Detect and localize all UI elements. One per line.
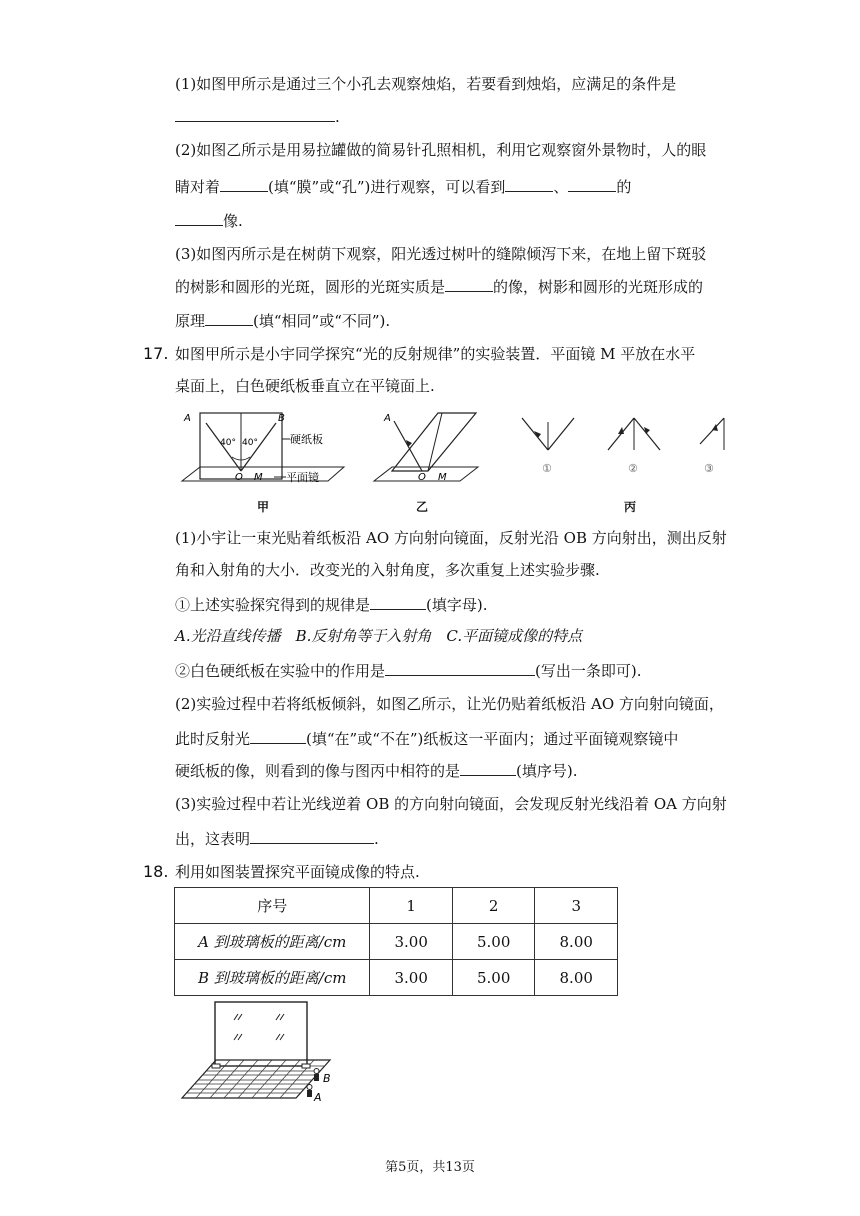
table-row [175, 960, 618, 996]
q16-part3-text-c1: 原理 [175, 312, 206, 330]
label-angle1: 40° [220, 438, 236, 448]
q16-part2-text-b3: 、 [553, 178, 569, 196]
ray [700, 418, 724, 444]
data-table [174, 887, 618, 996]
table-cell: A 到玻璃板的距离/cm [175, 924, 370, 960]
table-header-cell: 3 [535, 888, 618, 924]
q17-s1-options-text: A.光沿直线传播 B.反射角等于入射角 C.平面镜成像的特点 [175, 627, 583, 645]
glass-plate [215, 1002, 307, 1066]
q16-part2-text-a: (2)如图乙所示是用易拉罐做的简易针孔照相机，利用它观察窗外景物时，人的眼 [175, 141, 707, 159]
q16-part3-text-b2: 的像，树影和圆形的光斑形成的 [493, 278, 704, 296]
candle-A [307, 1085, 312, 1098]
answer-blank[interactable] [250, 828, 374, 844]
mirror-plane [374, 467, 478, 481]
q17-s2-text-a: (2)实验过程中若将纸板倾斜，如图乙所示，让光仍贴着纸板沿 AO 方向射向镜面， [175, 695, 724, 713]
q16-part3-text-a: (3)如图丙所示是在树荫下观察，阳光透过树叶的缝隙倾泻下来，在地上留下斑驳 [175, 245, 707, 263]
q16-part2-text-c: 像. [223, 212, 243, 230]
q16-part2-text-b4: 的 [616, 178, 632, 196]
q17-s2-line1 [175, 694, 724, 714]
q17-s2-line3 [175, 760, 578, 781]
caption-yi: 乙 [416, 500, 429, 514]
table-header-cell: 序号 [175, 888, 370, 924]
page-footer: 第5页，共13页 [385, 1160, 475, 1175]
q17-s2-text-c2: (填序号). [516, 762, 578, 780]
question-number-18: 18. [143, 862, 169, 881]
answer-blank[interactable] [205, 310, 253, 326]
answer-blank[interactable] [460, 760, 516, 776]
q16-part3-line2 [175, 276, 703, 297]
q17-s3-line2 [175, 828, 379, 849]
label-A: A [384, 413, 391, 424]
q16-part3-text-b1: 的树影和圆形的光斑，圆形的光斑实质是 [175, 278, 446, 296]
ray-left [522, 418, 548, 450]
caption-jia: 甲 [257, 500, 270, 514]
q16-part3-line3 [175, 310, 390, 331]
q17-s1-line1 [175, 528, 727, 548]
label-card: 硬纸板 [290, 433, 323, 446]
q16-part2-text-b1: 睛对着 [175, 178, 221, 196]
table-cell: 5.00 [452, 924, 535, 960]
label-O: O [418, 472, 426, 483]
q17-s1-q1-text-b: (填字母). [426, 596, 488, 614]
q17-s3-text-b1: 出，这表明 [175, 830, 251, 848]
q16-part2-line1 [175, 140, 706, 160]
table-header-cell: 2 [452, 888, 535, 924]
q16-part1 [175, 74, 676, 94]
candle-B [314, 1069, 319, 1082]
q17-s1-options [175, 626, 582, 646]
q17-s3-text-a: (3)实验过程中若让光线逆着 OB 的方向射向镜面，会发现反射光线沿着 OA 方向射 [175, 795, 727, 813]
q17-s1-q1 [175, 594, 488, 615]
label-angle2: 40° [242, 438, 258, 448]
q18-intro [175, 862, 420, 882]
label-A: A [314, 1091, 322, 1104]
q17-s1-text-b: 角和入射角的大小．改变光的入射角度，多次重复上述实验步骤. [175, 561, 600, 579]
q17-s1-q2-text-a: ②白色硬纸板在实验中的作用是 [175, 662, 386, 680]
q16-part2-line3 [175, 210, 243, 231]
q17-s1-q2 [175, 660, 642, 681]
answer-blank[interactable] [370, 594, 426, 610]
table-row [175, 924, 618, 960]
table-cell: 8.00 [535, 924, 618, 960]
caption-bing: 丙 [624, 500, 637, 514]
table-cell: B 到玻璃板的距离/cm [175, 960, 370, 996]
label-c1: ① [542, 462, 552, 475]
tilted-card-board [392, 413, 476, 471]
q16-part2-text-b2: (填“膜”或“孔”)进行观察，可以看到 [268, 178, 506, 196]
figure-jia [178, 405, 348, 485]
answer-blank[interactable] [175, 106, 335, 122]
answer-blank[interactable] [250, 728, 306, 744]
answer-blank[interactable] [220, 176, 268, 192]
q16-part2-line2 [175, 176, 631, 197]
q16-part3-line1 [175, 244, 706, 264]
label-B: B [323, 1072, 331, 1085]
q17-intro-line2 [175, 376, 435, 396]
q17-s1-q1-text-a: ①上述实验探究得到的规律是 [175, 596, 371, 614]
label-B: B [278, 413, 285, 424]
label-M: M [438, 472, 447, 483]
figure-mirror-setup [178, 998, 358, 1106]
q17-s1-line2 [175, 560, 600, 580]
q16-part1-answer [175, 106, 340, 127]
glass-hatches [234, 1014, 284, 1040]
q17-s1-q2-text-b: (写出一条即可). [535, 662, 642, 680]
label-c2: ② [628, 462, 638, 475]
answer-blank[interactable] [175, 210, 223, 226]
q16-part1-text: (1)如图甲所示是通过三个小孔去观察烛焰，若要看到烛焰，应满足的条件是 [175, 75, 677, 93]
ray-right [634, 418, 660, 450]
option-3-diagram [700, 418, 724, 475]
q16-part3-text-c2: (填“相同”或“不同”). [253, 312, 391, 330]
label-mirror: 平面镜 [286, 471, 319, 484]
q17-intro-text-b: 桌面上，白色硬纸板垂直立在平镜面上. [175, 377, 435, 395]
q16-part1-period: . [335, 108, 340, 126]
label-M: M [254, 472, 263, 483]
figure-yi [372, 405, 482, 485]
label-O: O [235, 472, 243, 483]
question-number-17: 17. [143, 344, 169, 363]
table-cell: 3.00 [370, 924, 453, 960]
clip-left [212, 1064, 220, 1068]
label-A: A [184, 413, 191, 424]
q17-s2-text-c1: 硬纸板的像，则看到的像与图丙中相符的是 [175, 762, 461, 780]
q17-s2-text-b1: 此时反射光 [175, 730, 251, 748]
q17-s3-text-b2: . [374, 830, 379, 848]
q17-s2-text-b2: (填“在”或“不在”)纸板这一平面内；通过平面镜观察镜中 [306, 730, 679, 748]
q17-s1-text-a: (1)小宇让一束光贴着纸板沿 AO 方向射向镜面，反射光沿 OB 方向射出，测出反射 [175, 529, 727, 547]
option-1-diagram [522, 418, 574, 475]
q17-s2-line2 [175, 728, 678, 749]
answer-blank[interactable] [568, 176, 616, 192]
q17-intro-text-a: 如图甲所示是小宇同学探究“光的反射规律”的实验装置．平面镜 M 平放在水平 [175, 345, 696, 363]
table-cell: 8.00 [535, 960, 618, 996]
figure-bing [518, 410, 733, 478]
q17-intro-line1 [175, 344, 695, 364]
table-header-cell: 1 [370, 888, 453, 924]
option-2-diagram [608, 418, 660, 475]
clip-right [302, 1064, 310, 1068]
answer-blank[interactable] [385, 660, 535, 676]
ray-right [548, 418, 574, 450]
answer-blank[interactable] [505, 176, 553, 192]
q18-intro-text: 利用如图装置探究平面镜成像的特点. [175, 863, 420, 881]
table-cell: 5.00 [452, 960, 535, 996]
label-c3: ③ [704, 462, 714, 475]
answer-blank[interactable] [445, 276, 493, 292]
table-header-row [175, 888, 618, 924]
q17-s3-line1 [175, 794, 727, 814]
table-cell: 3.00 [370, 960, 453, 996]
